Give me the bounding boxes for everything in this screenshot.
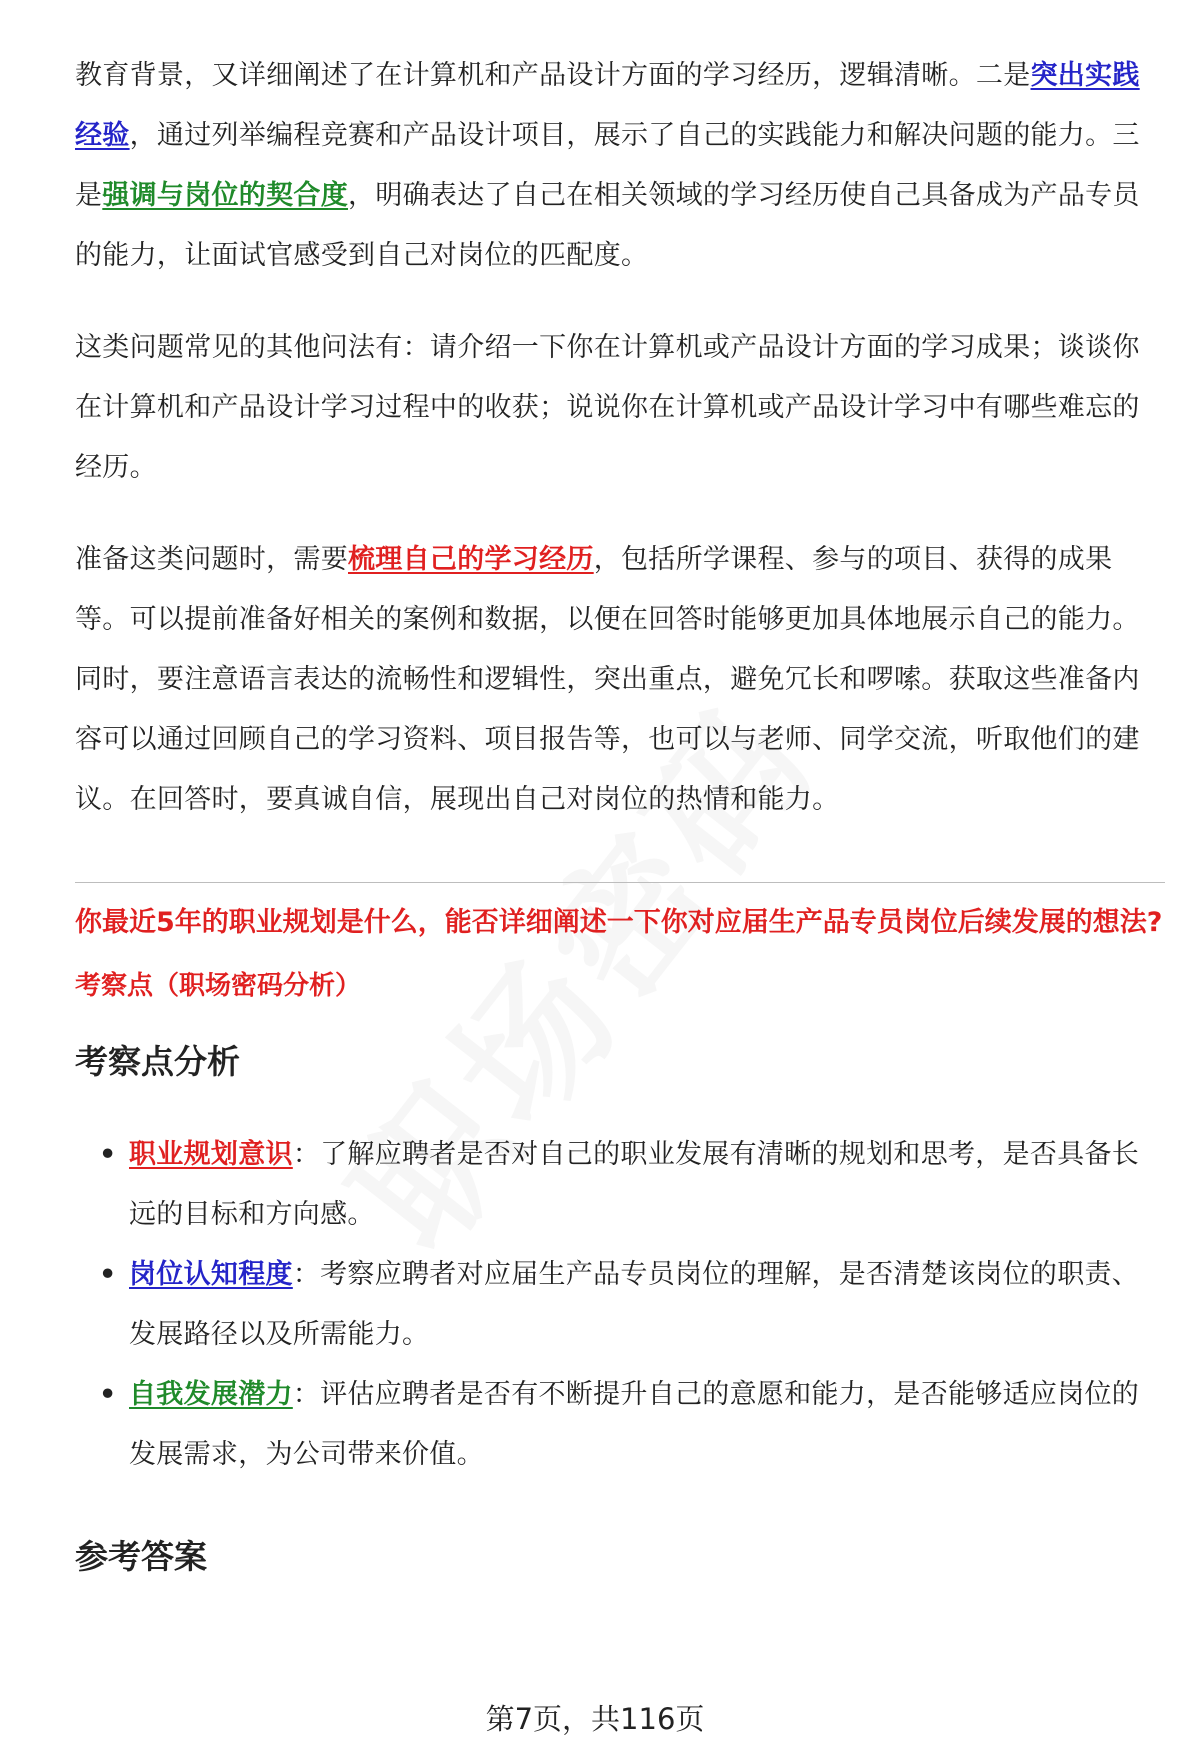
list-item: • 自我发展潜力：评估应聘者是否有不断提升自己的意愿和能力，是否能够适应岗位的发展需求，为公司带来价值。 — [129, 1365, 1165, 1485]
page-content — [75, 46, 1165, 1578]
highlight-practice-experience[interactable]: 突出实践经验 — [75, 60, 1140, 151]
analysis-heading: 考察点分析 — [75, 1042, 240, 1081]
list-item: • 岗位认知程度：考察应聘者对应届生产品专员岗位的理解，是否清楚该岗位的职责、发展路径以及所需能力。 — [129, 1245, 1165, 1365]
list-item: • 职业规划意识：了解应聘者是否对自己的职业发展有清晰的规划和思考，是否具备长远的目标和方向感。 — [129, 1125, 1165, 1245]
intro-paragraph: 教育背景，又详细阐述了在计算机和产品设计方面的学习经历，逻辑清晰。二是突出实践经验，通过列举编程竞赛和产品设计项目，展示了自己的实践能力和解决问题的能力。三是强调与岗位的契合度，明确表达了自己在相关领域的学习经历使自己具备成为产品专员的能力，让面试官感受到自己对岗位的匹配度。 — [75, 60, 1140, 271]
page-number-footer: 第7页，共116页 — [485, 1702, 705, 1736]
point-term-job-cognition[interactable]: 岗位认知程度 — [129, 1259, 293, 1290]
analysis-subheading: 考察点（职场密码分析） — [75, 971, 362, 1001]
highlight-job-fit[interactable]: 强调与岗位的契合度 — [102, 180, 349, 211]
point-term-self-development[interactable]: 自我发展潜力 — [129, 1379, 293, 1410]
highlight-study-experience[interactable]: 梳理自己的学习经历 — [348, 544, 594, 575]
analysis-points-list — [75, 1125, 1165, 1485]
section-divider — [75, 882, 1165, 883]
reference-answer-heading: 参考答案 — [75, 1537, 207, 1576]
other-questions-paragraph: 这类问题常见的其他问法有：请介绍一下你在计算机或产品设计方面的学习成果；谈谈你在计算机和产品设计学习过程中的收获；说说你在计算机或产品设计学习中有哪些难忘的经历。 — [75, 332, 1140, 483]
question-title: 你最近5年的职业规划是什么，能否详细阐述一下你对应届生产品专员岗位后续发展的想法? — [75, 907, 1163, 938]
prepare-paragraph: 准备这类问题时，需要梳理自己的学习经历，包括所学课程、参与的项目、获得的成果等。可以提前准备好相关的案例和数据，以便在回答时能够更加具体地展示自己的能力。同时，要注意语言表达的流畅性和逻辑性，突出重点，避免冗长和啰嗦。获取这些准备内容可以通过回顾自己的学习资料、项目报告等，也可以与老师、同学交流，听取他们的建议。在回答时，要真诚自信，展现出自己对岗位的热情和能力。 — [75, 544, 1140, 815]
point-term-career-planning[interactable]: 职业规划意识 — [129, 1139, 293, 1170]
